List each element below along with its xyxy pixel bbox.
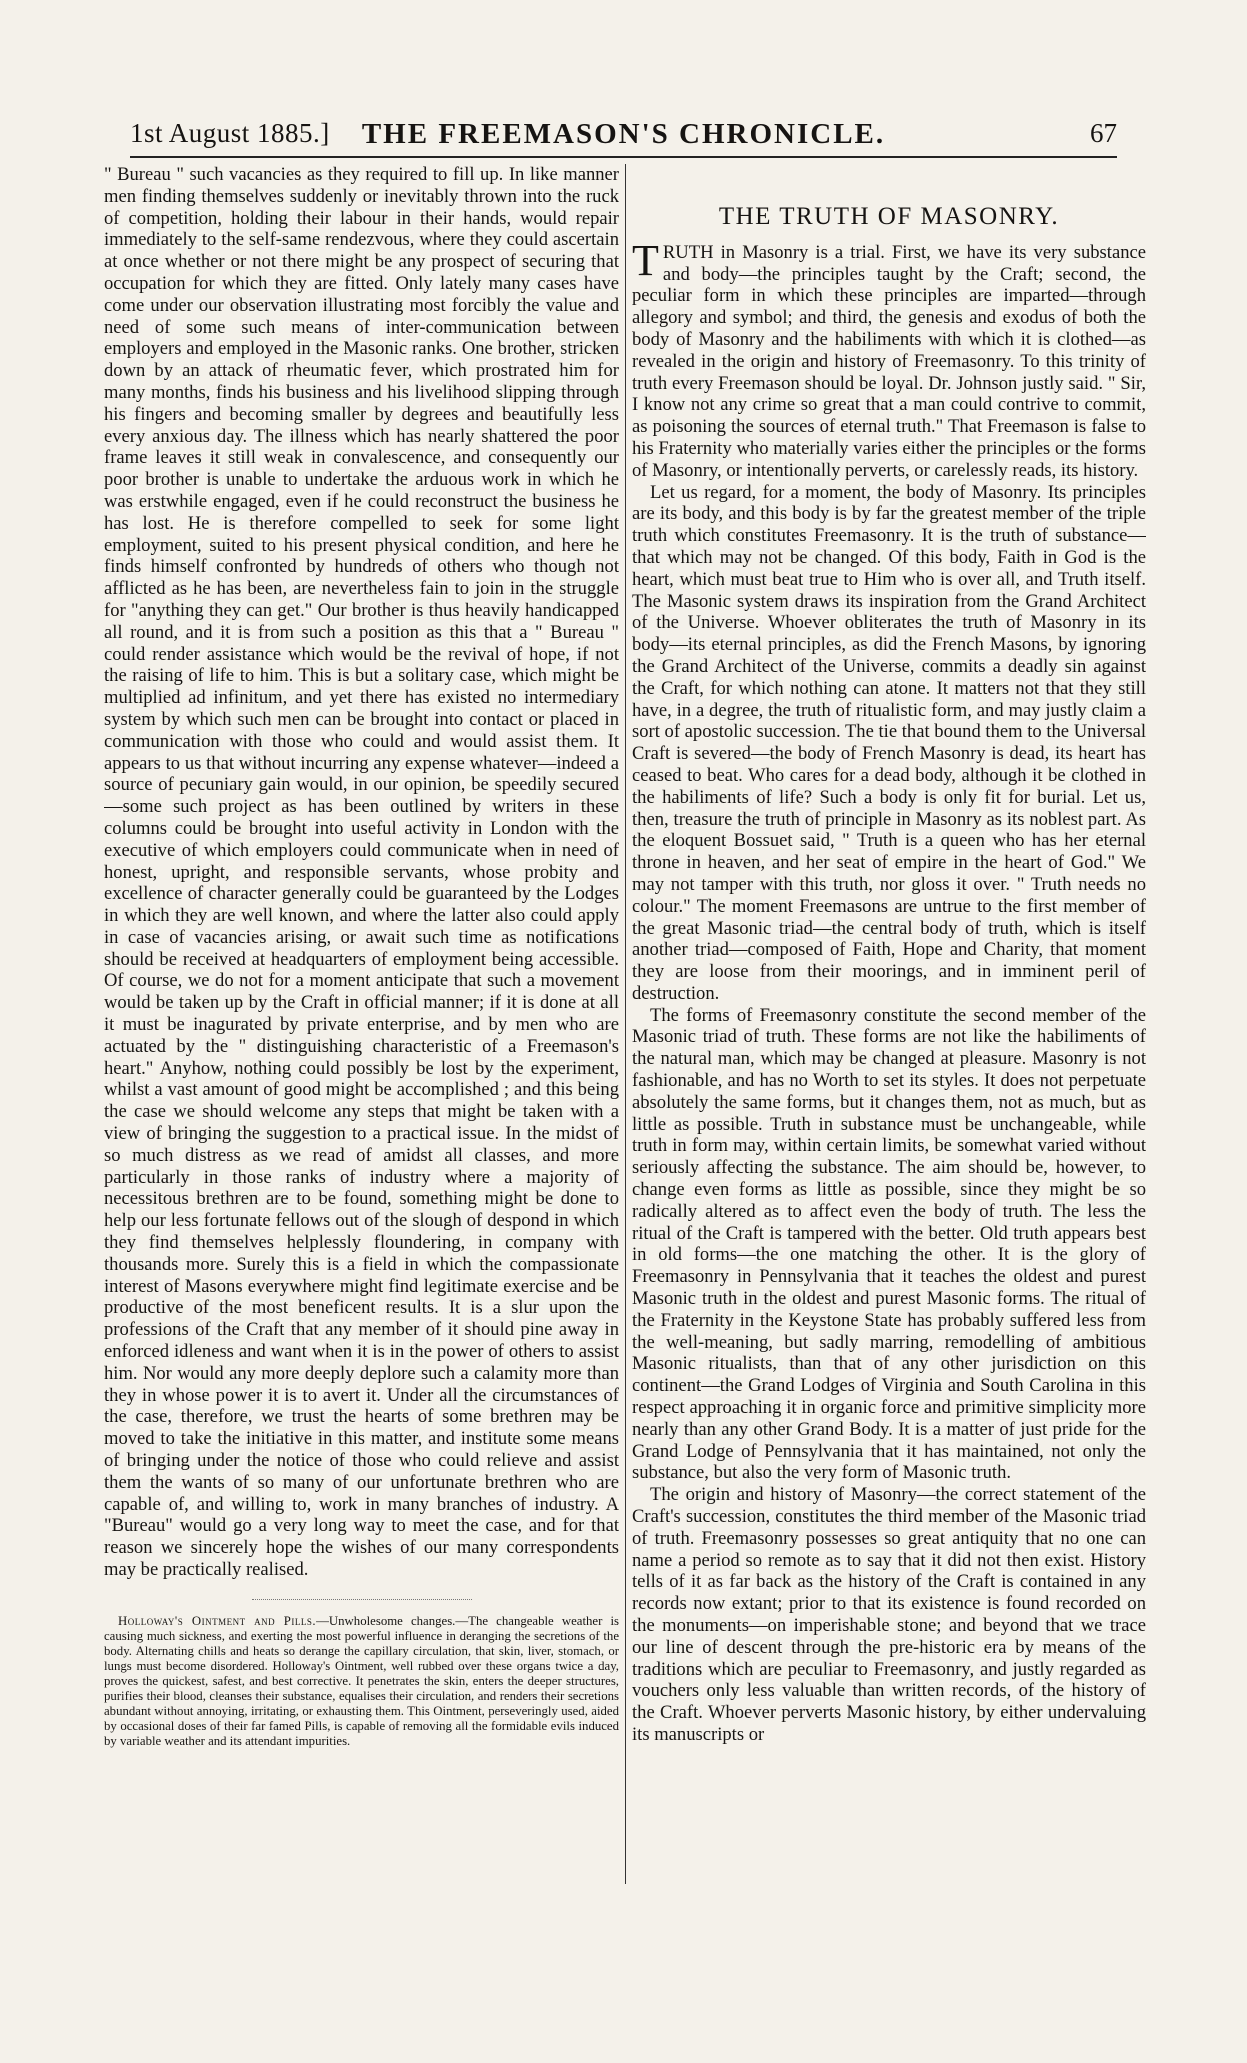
- article-paragraph-2: Let us regard, for a moment, the body of Masonry. Its principles are its body, and this body is by far the greatest member of the triple truth which constitutes Freemasonry. It is the truth of substance—that which may not be changed. Of this body, Faith in God is the heart, which must beat true to Him who is over all, and Truth itself. The Masonic system draws its inspiration from the Grand Architect of the Universe. Whoever obliterates the truth of Masonry in its body—its eternal principles, as did the French Masons, by ignoring the Grand Architect of the Universe, commits a deadly sin against the Craft, for which nothing can atone. It matters not that they still have, in a degree, the truth of ritualistic form, and may justly claim a sort of apostolic succession. The tie that bound them to the Universal Craft is severed—the body of French Masonry is dead, its heart has ceased to beat. Who cares for a dead body, although it be clothed in the habiliments of life? Such a body is only fit for burial. Let us, then, treasure the truth of principle in Masonry as its noblest part. As the eloquent Bossuet said, " Truth is a queen who has her eternal throne in heaven, and her seat of empire in the heart of God." We may not tamper with this truth, nor gloss it over. " Truth needs no colour." The moment Freemasons are untrue to the first member of the great Masonic triad—the central body of truth, which is itself another triad—composed of Faith, Hope and Charity, that moment they are loose from their moorings, and in imminent peril of destruction.: [632, 481, 1146, 1004]
- column-divider: [625, 164, 626, 1884]
- drop-cap: T: [632, 235, 659, 285]
- ad-body: —Unwholesome changes.—The changeable weather is causing much sickness, and exerting the most powerful influence in deranging the secretions of the body. Alternating chills and heats so derange the capillary circulation, that skin, liver, stomach, or lungs must become disordered. Holloway's Ointment, well rubbed over these organs twice a day, proves the quickest, safest, and best corrective. It penetrates the skin, enters the deeper structures, purifies their blood, cleanses their substance, equalises their circulation, and renders their secretions abundant without annoying, irritating, or exhausting them. This Ointment, perseveringly used, aided by occasional doses of their far famed Pills, is capable of removing all the formidable evils induced by variable weather and its attendant impurities.: [104, 1613, 619, 1748]
- left-column: [104, 164, 619, 1906]
- holloway-advertisement: [104, 1614, 619, 1749]
- publication-title: THE FREEMASON'S CHRONICLE.: [361, 118, 886, 150]
- header-rule: [130, 156, 1117, 158]
- issue-date: 1st August 1885.]: [130, 118, 330, 148]
- page-header: [130, 118, 1117, 154]
- bureau-article-text: " Bureau " such vacancies as they required to fill up. In like manner men finding themselves suddenly or inevitably thrown into the ruck of competition, holding their labour in their hands, would repair immediately to the self-same rendezvous, where they could ascertain at once whether or not there might be any prospect of securing that occupation for which they are fitted. Only lately many cases have come under our observation illustrating most forcibly the value and need of some such means of inter-communication between employers and employed in the Masonic ranks. One brother, stricken down by an attack of rheumatic fever, which prostrated him for many months, finds his business and his livelihood slipping through his fingers and becoming smaller by degrees and beautifully less every anxious day. The illness which has nearly shattered the poor frame leaves it still weak in convalescence, and consequently our poor brother is unable to undertake the arduous work in which he was erstwhile engaged, even if he could reconstruct the business he has lost. He is therefore compelled to seek for some light employment, suited to his present physical condition, and here he finds himself confronted by hundreds of others who though not afflicted as he has been, are nevertheless fain to join in the struggle for "anything they can get." Our brother is thus heavily handicapped all round, and it is from such a position as this that a " Bureau " could render assistance which would be the revival of hope, if not the raising of life to him. This is but a solitary case, which might be multiplied ad infinitum, and yet there has existed no intermediary system by which such men can be brought into contact or placed in communication with those who could and would assist them. It appears to us that without incurring any expense whatever—indeed a source of pecuniary gain would, in our opinion, be speedily secured—some such project as has been outlined by writers in these columns could be brought into useful activity in London with the executive of which employers could communicate when in need of honest, upright, and responsible servants, whose probity and excellence of character generally could be guaranteed by the Lodges in which they are well known, and where the latter also could apply in case of vacancies arising, or await such time as notifications should be received at headquarters of employment being accessible. Of course, we do not for a moment anticipate that such a movement would be taken up by the Craft in official manner; if it is done at all it must be inagurated by private enterprise, and by men who are actuated by the " distinguishing characteristic of a Freemason's heart." Anyhow, nothing could possibly be lost by the experiment, whilst a vast amount of good might be accomplished ; and this being the case we should welcome any steps that might be taken with a view of bringing the suggestion to a practical issue. In the midst of so much distress as we read of amidst all classes, and more particularly in those ranks of industry where a majority of necessitous brethren are to be found, something might be done to help our less fortunate fellows out of the slough of despond in which they find themselves helplessly floundering, in company with thousands more. Surely this is a field in which the compassionate interest of Masons everywhere might find legitimate exercise and be productive of the most beneficent results. It is a slur upon the professions of the Craft that any member of it should pine away in enforced idleness and want when it is in the power of others to assist him. Nor would any more deeply deplore such a calamity more than they in whose power it is to avert it. Under all the circumstances of the case, therefore, we trust the hearts of some brethren may be moved to take the initiative in this matter, and institute some means of bringing under the notice of those who could relieve and assist them the wants of so many of our unfortunate brethren who are capable of, and willing to, work in many branches of industry. A "Bureau" would go a very long way to meet the case, and for that reason we sincerely hope the wishes of our many correspondents may be practically realised.: [104, 164, 619, 1580]
- page-number: 67: [1090, 118, 1117, 148]
- article-paragraph-3: The forms of Freemasonry constitute the second member of the Masonic triad of truth. These forms are not like the habiliments of the natural man, which may be changed at pleasure. Masonry is not fashionable, and has no Worth to set its styles. It does not perpetuate absolutely the same forms, but it changes them, not as much, but as little as possible. Truth in substance must be unchangeable, while truth in form may, within certain limits, be somewhat varied without seriously affecting the substance. The aim should be, however, to change even forms as little as possible, since they might be so radically altered as to affect even the body of truth. The less the ritual of the Craft is tampered with the better. Old truth appears best in old forms—the one matching the other. It is the glory of Freemasonry in Pennsylvania that it teaches the oldest and purest Masonic truth in the oldest and purest Masonic forms. The ritual of the Fraternity in the Keystone State has probably suffered less from the well-meaning, but sadly marring, remodelling of ambitious Masonic ritualists, than that of any other jurisdiction on this continent—the Grand Lodges of Virginia and South Carolina in this respect approaching it in organic force and primitive simplicity more nearly than any other Grand Body. It is a matter of just pride for the Grand Lodge of Pennsylvania that it has maintained, not only the substance, but also the very form of Masonic truth.: [632, 1004, 1146, 1484]
- ad-lead: Holloway's Ointment and Pills.: [118, 1613, 317, 1628]
- section-separator: [252, 1599, 472, 1600]
- article-paragraph-1: [632, 235, 1146, 482]
- article-paragraph-4: The origin and history of Masonry—the correct statement of the Craft's succession, constitutes the third member of the Masonic triad of truth. Freemasonry possesses so great antiquity that no one can name a period so remote as to say that it did not then exist. History tells of it as far back as the history of the Craft is contained in any records now extant; prior to that its existence is found recorded on the monuments—on imperishable stone; and beyond that we trace our line of descent through the pre-historic era by means of the traditions which are peculiar to Freemasonry, and justly regarded as vouchers only less valuable than written records, of the history of the Craft. Whoever perverts Masonic history, by either undervaluing its manuscripts or: [632, 1484, 1146, 1745]
- article-title: THE TRUTH OF MASONRY.: [718, 203, 1060, 230]
- paragraph-1-text: RUTH in Masonry is a trial. First, we have its very substance and body—the principles taught by the Craft; second, the peculiar form in which these principles are imparted—through allegory and symbol; and third, the genesis and exodus of both the body of Masonry and the habiliments with which it is clothed—as revealed in the origin and history of Freemasonry. To this trinity of truth every Freemason should be loyal. Dr. Johnson justly said. " Sir, I know not any crime so great that a man could contrive to commit, as poisoning the sources of eternal truth." That Freemason is false to his Fraternity who materially varies either the principles or the forms of Masonry, or intentionally perverts, or carelessly reads, its history.: [632, 241, 1146, 481]
- right-column: [632, 164, 1146, 1906]
